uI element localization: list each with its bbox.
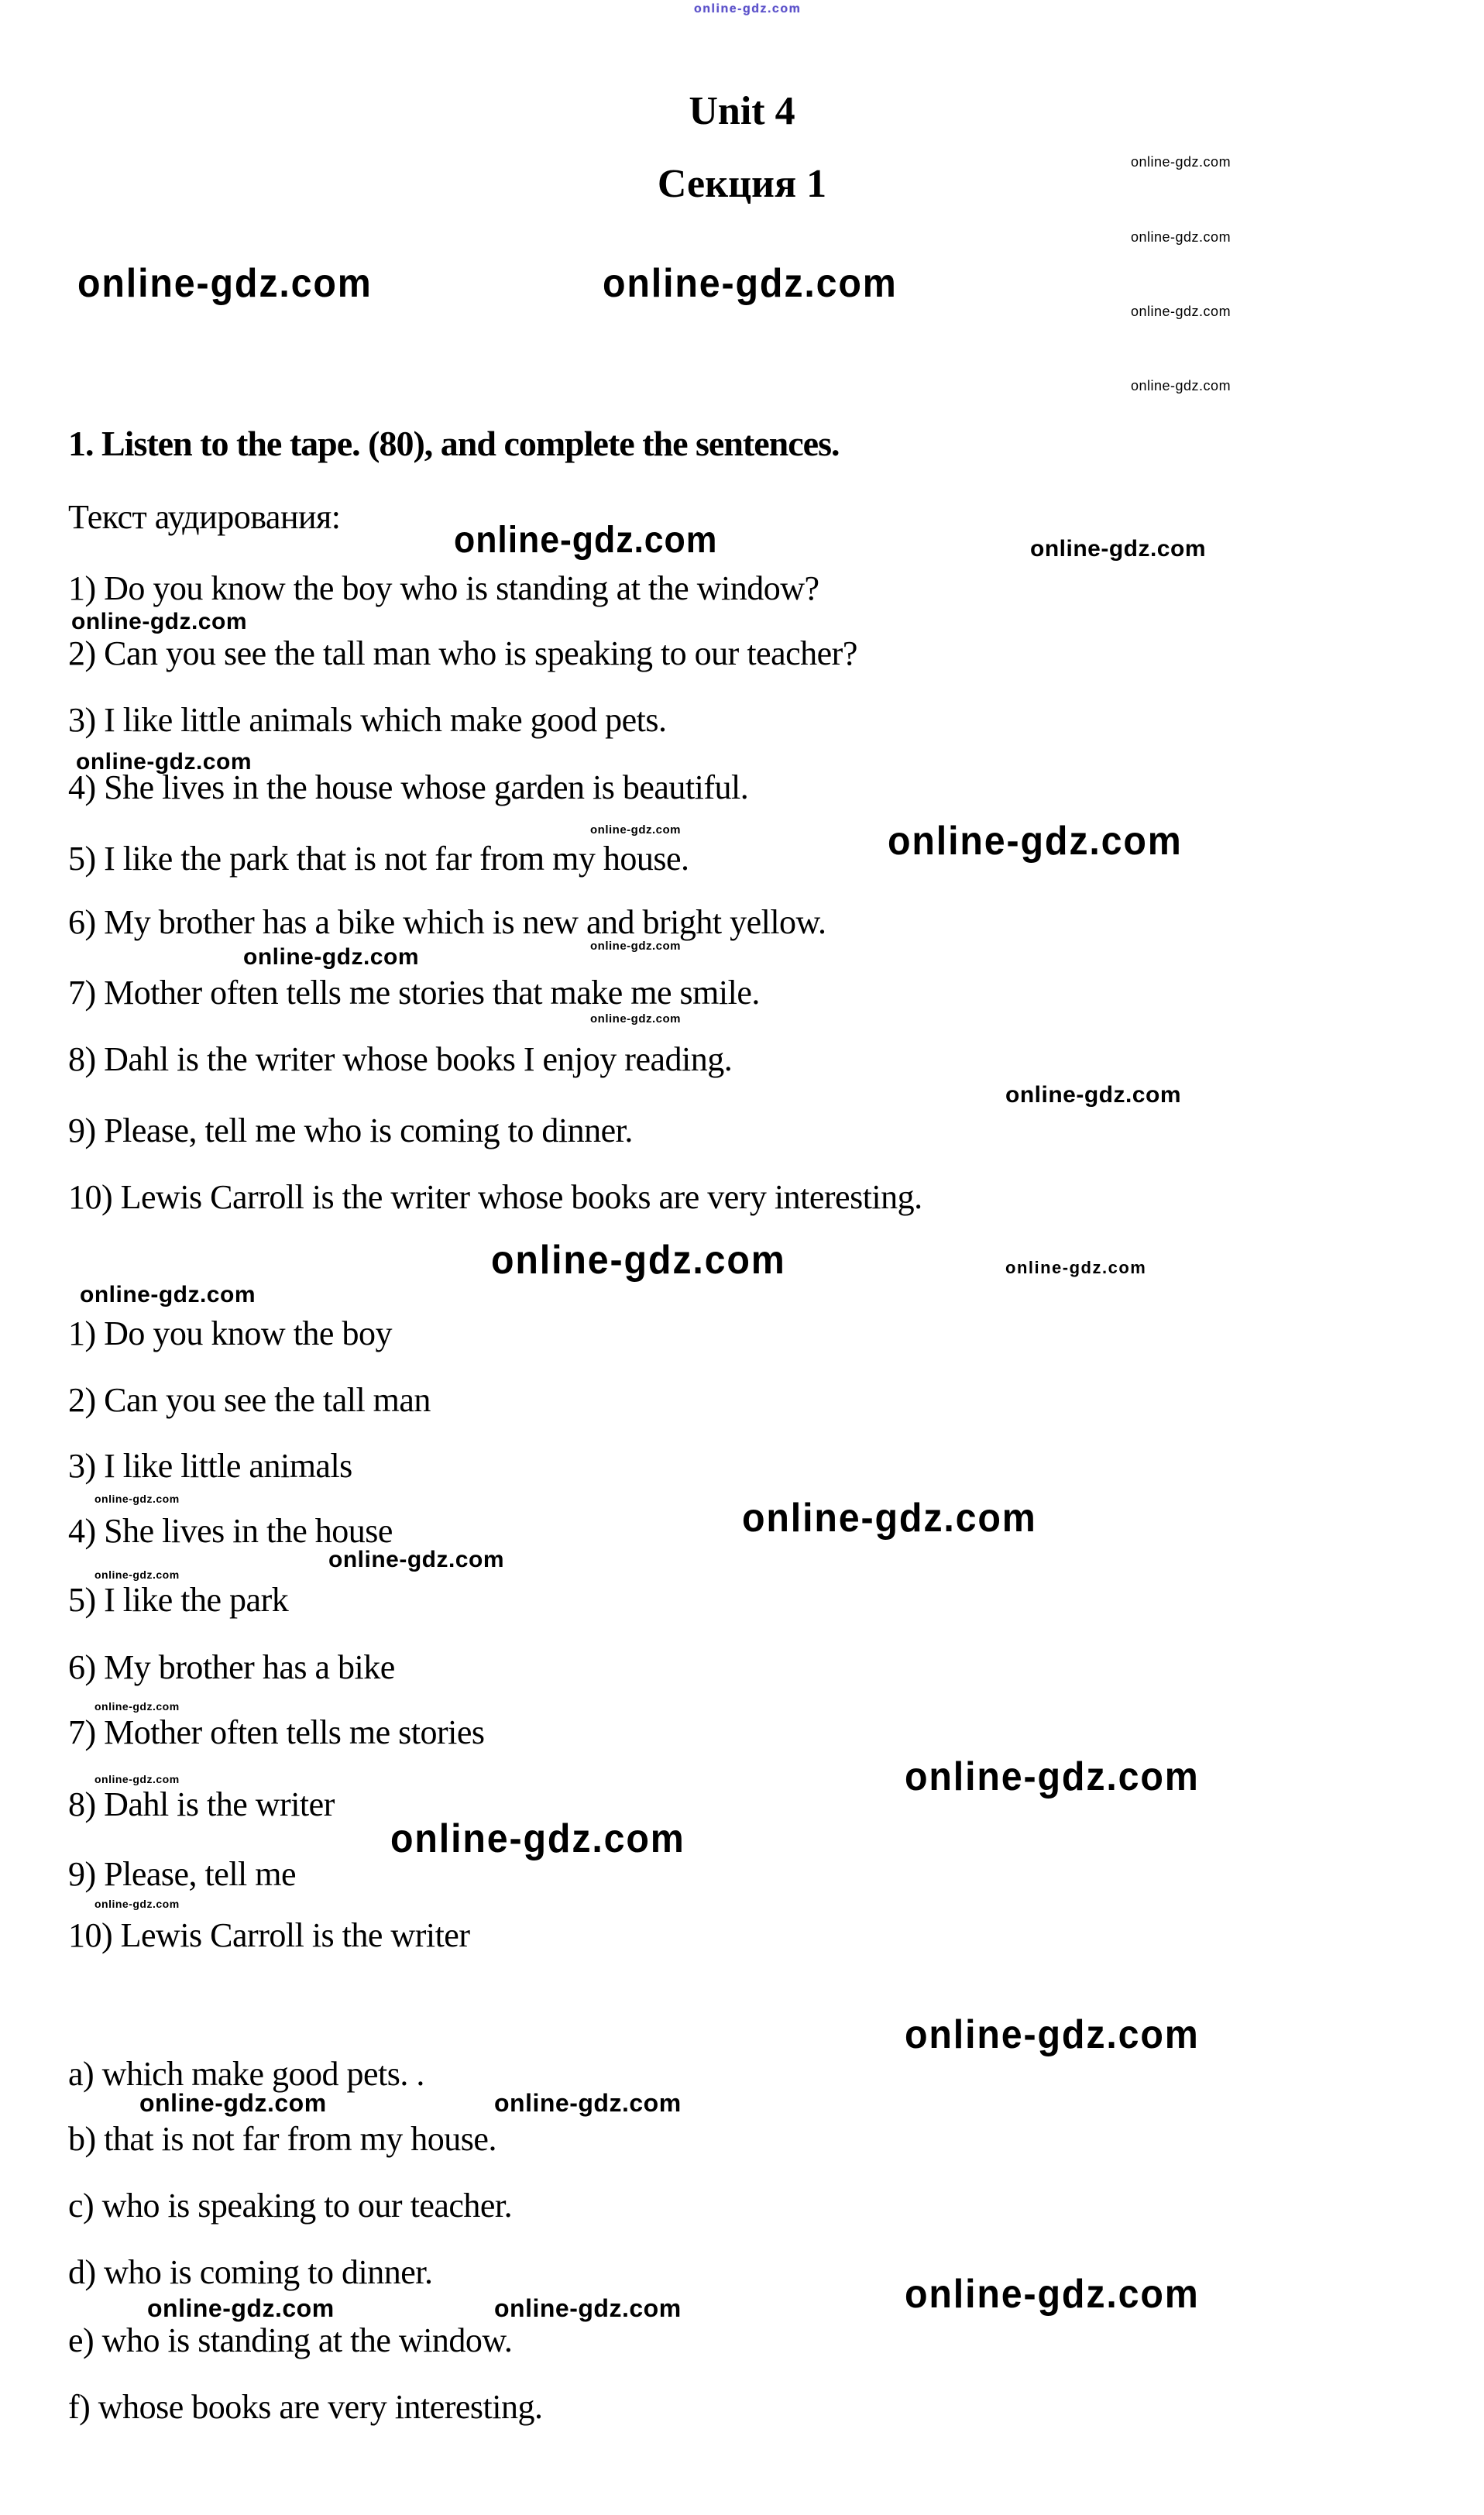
watermark: online-gdz.com (147, 2294, 335, 2322)
sentence-ending: f) whose books are very interesting. (68, 2388, 543, 2426)
watermark: online-gdz.com (905, 2012, 1200, 2057)
audio-sentence: 8) Dahl is the writer whose books I enjoy reading. (68, 1040, 733, 1078)
watermark: online-gdz.com (76, 749, 252, 775)
watermark: online-gdz.com (94, 1568, 180, 1581)
watermark: online-gdz.com (905, 1754, 1200, 1799)
watermark: online-gdz.com (454, 520, 718, 561)
page-title-unit: Unit 4 (689, 89, 795, 133)
task-heading: 1. Listen to the tape. (80), and complete the sentences. (68, 424, 840, 463)
audio-sentence: 3) I like little animals which make good pets. (68, 701, 667, 739)
watermark: online-gdz.com (94, 1898, 180, 1910)
watermark: online-gdz.com (590, 940, 681, 953)
watermark: online-gdz.com (94, 1493, 180, 1505)
sentence-ending: e) who is standing at the window. (68, 2321, 513, 2359)
watermark: online-gdz.com (1131, 229, 1232, 245)
watermark: online-gdz.com (590, 823, 681, 837)
watermark: online-gdz.com (590, 1012, 681, 1026)
watermark: online-gdz.com (139, 2089, 327, 2117)
sentence-stem: 4) She lives in the house (68, 1512, 393, 1550)
watermark: online-gdz.com (1005, 1082, 1181, 1108)
audio-transcript-label: Текст аудирования: (68, 498, 341, 536)
audio-sentence: 5) I like the park that is not far from my house. (68, 840, 689, 878)
sentence-ending: c) who is speaking to our teacher. (68, 2187, 513, 2225)
sentence-stem: 2) Can you see the tall man (68, 1381, 431, 1419)
sentence-stem: 3) I like little animals (68, 1447, 352, 1485)
sentence-ending: b) that is not far from my house. (68, 2120, 496, 2158)
sentence-stem: 7) Mother often tells me stories (68, 1713, 485, 1751)
watermark: online-gdz.com (94, 1700, 180, 1713)
watermark: online-gdz.com (1005, 1258, 1147, 1277)
watermark: online-gdz.com (905, 2272, 1200, 2317)
watermark: online-gdz.com (77, 261, 373, 306)
sentence-stem: 10) Lewis Carroll is the writer (68, 1916, 470, 1954)
watermark: online-gdz.com (494, 2089, 682, 2117)
sentence-stem: 5) I like the park (68, 1581, 289, 1619)
sentence-stem: 9) Please, tell me (68, 1855, 297, 1893)
watermark: online-gdz.com (80, 1282, 256, 1307)
watermark: online-gdz.com (603, 261, 898, 306)
audio-sentence: 2) Can you see the tall man who is speaking to our teacher? (68, 634, 857, 672)
watermark: online-gdz.com (491, 1238, 786, 1283)
audio-sentence: 4) She lives in the house whose garden is beautiful. (68, 768, 749, 806)
audio-sentence: 6) My brother has a bike which is new and bright yellow. (68, 903, 826, 941)
watermark: online-gdz.com (494, 2294, 682, 2322)
audio-sentence: 1) Do you know the boy who is standing at the window? (68, 569, 819, 607)
watermark: online-gdz.com (94, 1773, 180, 1785)
watermark: online-gdz.com (328, 1547, 504, 1572)
watermark: online-gdz.com (1030, 536, 1206, 562)
watermark: online-gdz.com (888, 819, 1183, 864)
sentence-ending: d) who is coming to dinner. (68, 2253, 433, 2291)
watermark: online-gdz.com (1131, 304, 1232, 319)
page-title-section: Секция 1 (657, 162, 827, 206)
watermark: online-gdz.com (1131, 378, 1232, 393)
watermark: online-gdz.com (71, 609, 247, 634)
audio-sentence: 9) Please, tell me who is coming to dinner. (68, 1111, 633, 1149)
sentence-stem: 1) Do you know the boy (68, 1314, 392, 1352)
audio-sentence: 7) Mother often tells me stories that make me smile. (68, 974, 760, 1012)
watermark: online-gdz.com (694, 2, 802, 15)
sentence-stem: 6) My brother has a bike (68, 1648, 395, 1686)
watermark: online-gdz.com (742, 1496, 1037, 1541)
audio-sentence: 10) Lewis Carroll is the writer whose books are very interesting. (68, 1178, 922, 1216)
sentence-stem: 8) Dahl is the writer (68, 1785, 335, 1823)
watermark: online-gdz.com (243, 944, 419, 970)
watermark: online-gdz.com (1131, 154, 1232, 170)
watermark: online-gdz.com (390, 1816, 685, 1861)
sentence-ending: a) which make good pets. . (68, 2055, 424, 2093)
